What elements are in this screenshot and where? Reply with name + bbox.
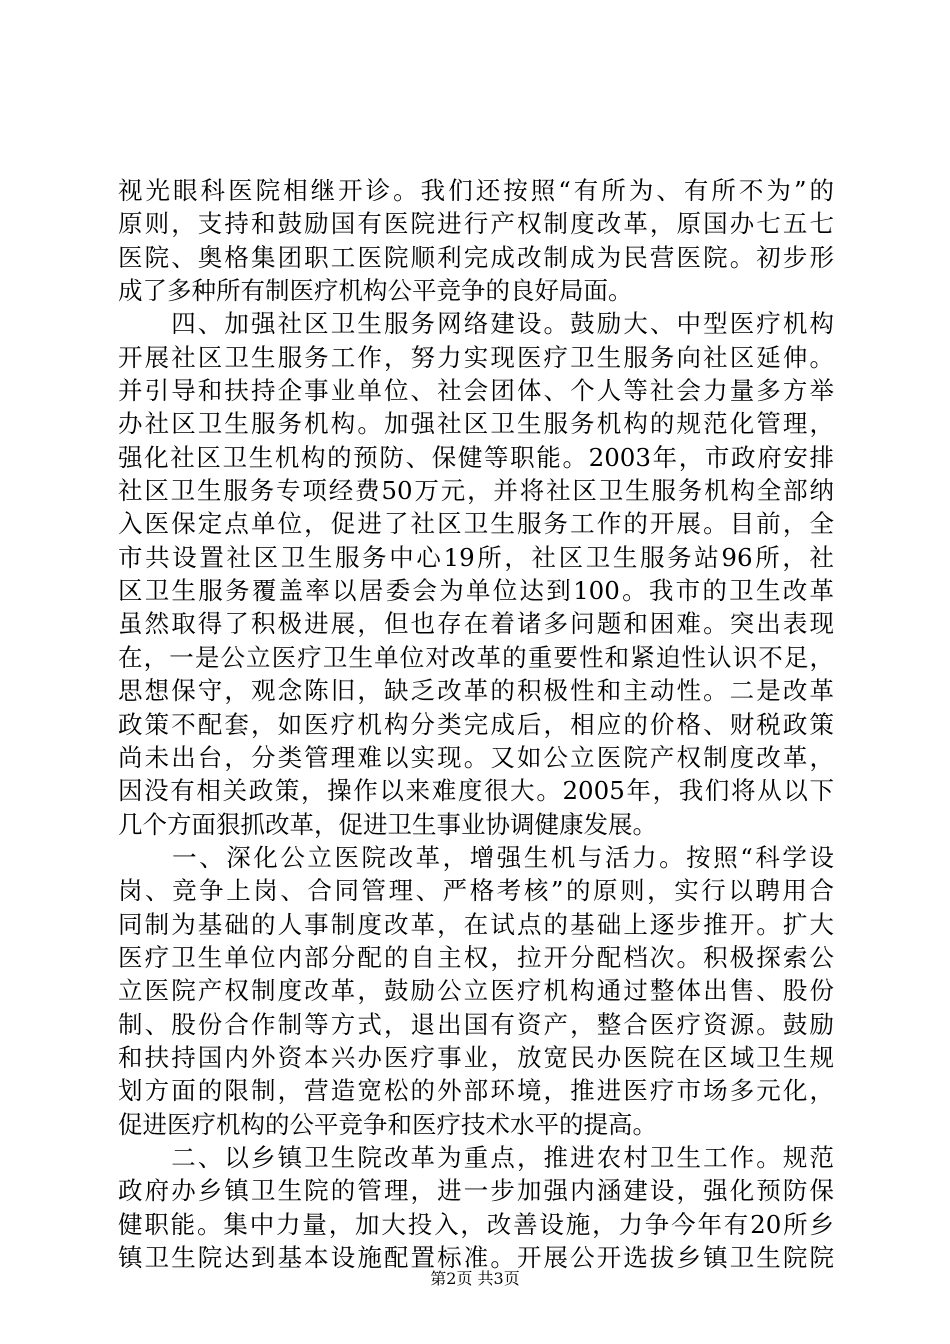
text-line: 立医院产权制度改革，鼓励公立医疗机构通过整体出售、股份 [118, 976, 834, 1006]
text-line: 镇卫生院达到基本设施配置标准。开展公开选拔乡镇卫生院院 [118, 1243, 834, 1272]
text-line: 市共设置社区卫生服务中心19所，社区卫生服务站96所，社 [118, 542, 834, 572]
text-line: 在，一是公立医疗卫生单位对改革的重要性和紧迫性认识不足， [118, 642, 834, 672]
text-line: 促进医疗机构的公平竞争和医疗技术水平的提高。 [118, 1109, 657, 1139]
text-line: 健职能。集中力量，加大投入，改善设施，力争今年有20所乡 [118, 1209, 834, 1239]
text-line: 强化社区卫生机构的预防、保健等职能。2003年，市政府安排 [118, 442, 834, 472]
body-text [118, 174, 834, 1274]
text-line: 思想保守，观念陈旧，缺乏改革的积极性和主动性。二是改革 [118, 676, 834, 706]
text-line: 并引导和扶持企事业单位、社会团体、个人等社会力量多方举 [118, 376, 834, 406]
text-line: 视光眼科医院相继开诊。我们还按照“有所为、有所不为”的 [118, 176, 834, 205]
text-line: 办社区卫生服务机构。加强社区卫生服务机构的规范化管理， [118, 409, 834, 439]
text-line: 虽然取得了积极进展，但也存在着诸多问题和困难。突出表现 [118, 609, 834, 639]
text-line: 和扶持国内外资本兴办医疗事业，放宽民办医院在区域卫生规 [118, 1042, 834, 1072]
text-line: 同制为基础的人事制度改革，在试点的基础上逐步推开。扩大 [118, 909, 834, 939]
text-line: 成了多种所有制医疗机构公平竞争的良好局面。 [118, 276, 633, 306]
text-line: 政府办乡镇卫生院的管理，进一步加强内涵建设，强化预防保 [118, 1176, 834, 1206]
text-line: 几个方面狠抓改革，促进卫生事业协调健康发展。 [118, 809, 657, 839]
text-line: 划方面的限制，营造宽松的外部环境，推进医疗市场多元化， [118, 1076, 834, 1106]
text-line: 入医保定点单位，促进了社区卫生服务工作的开展。目前，全 [118, 509, 834, 539]
page-footer: 第2页 共3页 [430, 1269, 520, 1288]
text-line: 开展社区卫生服务工作，努力实现医疗卫生服务向社区延伸。 [118, 342, 834, 372]
text-line: 四、加强社区卫生服务网络建设。鼓励大、中型医疗机构 [118, 309, 834, 339]
text-line: 因没有相关政策，操作以来难度很大。2005年，我们将从以下 [118, 776, 834, 806]
text-line: 医疗卫生单位内部分配的自主权，拉开分配档次。积极探索公 [118, 942, 834, 972]
text-line: 社区卫生服务专项经费50万元，并将社区卫生服务机构全部纳 [118, 476, 834, 506]
text-line: 尚未出台，分类管理难以实现。又如公立医院产权制度改革， [118, 742, 834, 772]
text-line: 制、股份合作制等方式，退出国有资产，整合医疗资源。鼓励 [118, 1009, 834, 1039]
text-line: 二、以乡镇卫生院改革为重点，推进农村卫生工作。规范 [118, 1142, 834, 1172]
text-line: 区卫生服务覆盖率以居委会为单位达到100。我市的卫生改革 [118, 576, 834, 606]
text-line: 一、深化公立医院改革，增强生机与活力。按照“科学设 [118, 842, 834, 872]
text-line: 原则，支持和鼓励国有医院进行产权制度改革，原国办七五七 [118, 209, 834, 239]
text-line: 医院、奥格集团职工医院顺利完成改制成为民营医院。初步形 [118, 242, 834, 272]
text-line: 政策不配套，如医疗机构分类完成后，相应的价格、财税政策 [118, 709, 834, 739]
text-line: 岗、竞争上岗、合同管理、严格考核”的原则，实行以聘用合 [118, 876, 834, 906]
